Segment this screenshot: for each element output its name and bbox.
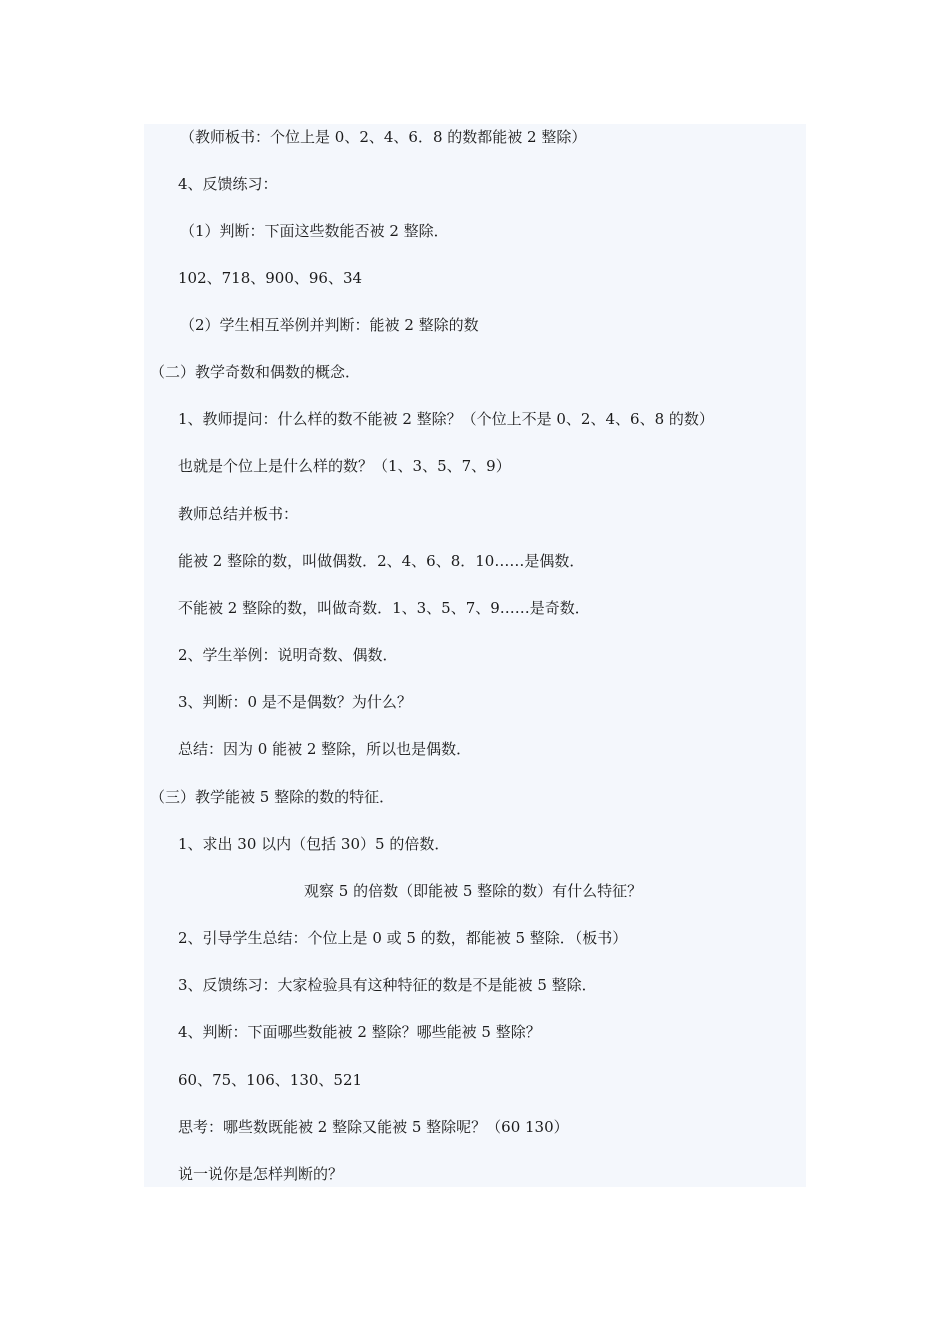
text-line-8: 也就是个位上是什么样的数？（1、3、5、7、9） xyxy=(178,457,511,475)
text-line-17: 观察 5 的倍数（即能被 5 整除的数）有什么特征？ xyxy=(304,882,643,900)
text-line-14: 总结：因为 0 能被 2 整除，所以也是偶数． xyxy=(178,740,472,758)
text-line-16: 1、求出 30 以内（包括 30）5 的倍数． xyxy=(178,835,450,853)
text-line-21: 60、75、106、130、521 xyxy=(178,1071,363,1089)
text-line-13: 3、判断：0 是不是偶数？为什么？ xyxy=(178,693,412,711)
text-line-7: 1、教师提问：什么样的数不能被 2 整除？（个位上不是 0、2、4、6、8 的数） xyxy=(178,410,714,428)
text-line-19: 3、反馈练习：大家检验具有这种特征的数是不是能被 5 整除． xyxy=(178,976,597,994)
text-line-11: 不能被 2 整除的数，叫做奇数．1、3、5、7、9……是奇数． xyxy=(178,599,590,617)
document-content-block xyxy=(144,124,806,1187)
text-line-3: （1）判断：下面这些数能否被 2 整除． xyxy=(180,222,449,240)
text-line-23: 说一说你是怎样判断的？ xyxy=(178,1165,344,1183)
text-line-2: 4、反馈练习： xyxy=(178,175,278,193)
text-line-22: 思考：哪些数既能被 2 整除又能被 5 整除呢？（60 130） xyxy=(178,1118,569,1136)
text-line-12: 2、学生举例：说明奇数、偶数． xyxy=(178,646,398,664)
text-line-20: 4、判断：下面哪些数能被 2 整除？哪些能被 5 整除？ xyxy=(178,1023,541,1041)
text-line-4: 102、718、900、96、34 xyxy=(178,269,363,287)
text-line-9: 教师总结并板书： xyxy=(178,505,299,523)
text-line-10: 能被 2 整除的数，叫做偶数．2、4、6、8．10……是偶数． xyxy=(178,552,585,570)
section-heading-2: （二）教学奇数和偶数的概念． xyxy=(150,363,361,381)
text-line-18: 2、引导学生总结：个位上是 0 或 5 的数，都能被 5 整除．（板书） xyxy=(178,929,628,947)
section-heading-3: （三）教学能被 5 整除的数的特征． xyxy=(150,788,395,806)
text-line-1: （教师板书：个位上是 0、2、4、6．8 的数都能被 2 整除） xyxy=(180,128,587,146)
text-line-5: （2）学生相互举例并判断：能被 2 整除的数 xyxy=(180,316,479,334)
